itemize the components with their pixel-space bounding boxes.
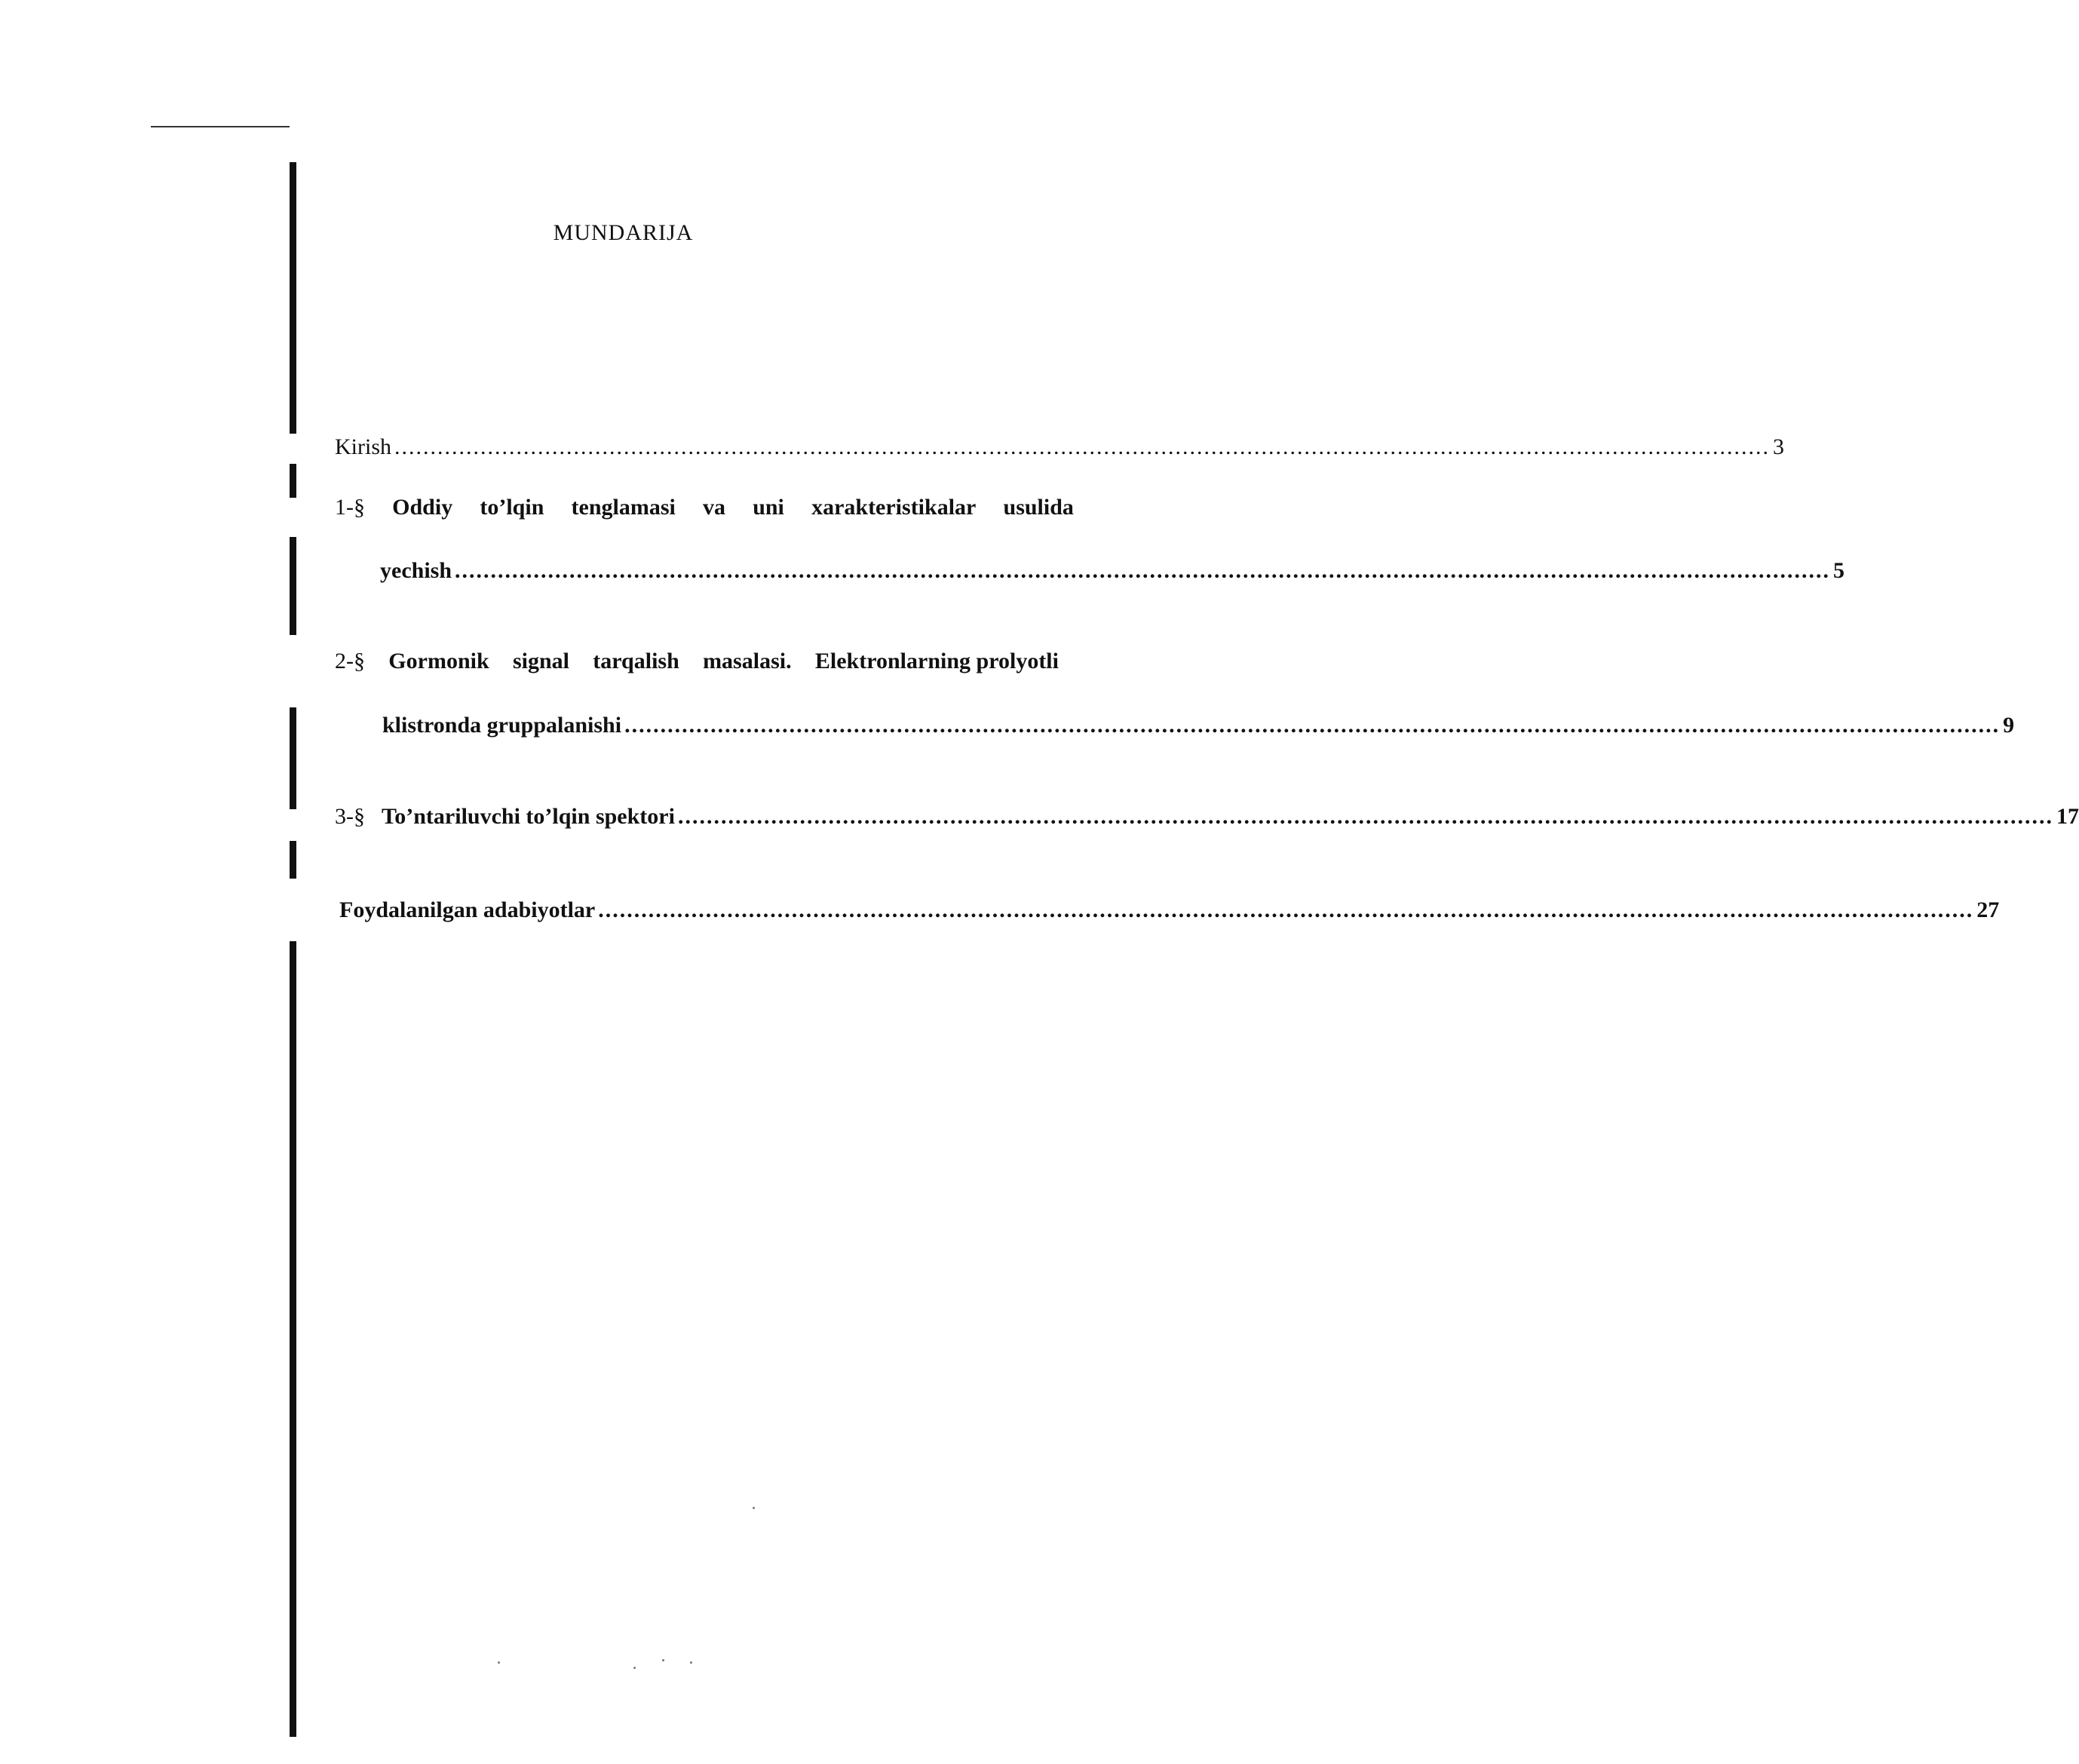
toc-word: tenglamasi <box>571 495 676 520</box>
toc-word: usulida <box>1003 495 1074 520</box>
binding-mark <box>290 537 296 635</box>
toc-leader: ................................................................................................................................................................................................ <box>624 713 2001 738</box>
toc-page: 3 <box>1773 434 1784 459</box>
speck <box>662 1659 664 1661</box>
page-title: MUNDARIJA <box>553 220 694 245</box>
toc-label: yechish <box>380 558 452 583</box>
toc-word: to’lqin <box>480 495 544 520</box>
binding-mark <box>290 464 296 498</box>
toc-label: klistronda gruppalanishi <box>382 713 622 738</box>
binding-mark <box>290 162 296 434</box>
toc-num: 1-§ <box>335 495 365 520</box>
toc-page: 5 <box>1833 558 1845 583</box>
toc-page: 27 <box>1976 897 2000 922</box>
toc-leader: ................................................................................................................................................................................................ <box>677 804 2053 829</box>
toc-word: masalasi. <box>703 649 792 673</box>
speck <box>633 1667 636 1669</box>
toc-word: uni <box>753 495 784 520</box>
toc-entry-s2-cont <box>382 713 2015 738</box>
toc-word: tarqalish <box>593 649 679 673</box>
toc-label: Foydalanilgan adabiyotlar <box>339 897 596 922</box>
toc-label: Kirish <box>335 434 391 459</box>
toc-word: Gormonik <box>388 649 489 673</box>
binding-mark <box>290 841 296 879</box>
speck <box>498 1661 500 1664</box>
toc-word: Oddiy <box>392 495 453 520</box>
toc-entry-s1-cont <box>380 558 1845 584</box>
toc-word: xarakteristikalar <box>811 495 977 520</box>
toc-entry-s2 <box>335 649 1059 674</box>
toc-label: To’ntariluvchi to’lqin spektori <box>382 804 675 829</box>
toc-num: 3-§ <box>335 804 365 829</box>
speck <box>753 1507 755 1509</box>
toc-leader: ................................................................................................................................................................................................ <box>598 897 1974 922</box>
binding-mark <box>290 941 296 1737</box>
toc-num: 2-§ <box>335 649 365 673</box>
toc-entry-kirish <box>335 434 1784 460</box>
toc-page: 9 <box>2003 713 2015 738</box>
toc-word: Elektronlarning prolyotli <box>814 649 1059 673</box>
toc-entry-s3 <box>335 804 2079 830</box>
binding-mark <box>290 707 296 809</box>
toc-entry-adabiyotlar <box>339 897 2000 923</box>
toc-word: signal <box>512 649 569 673</box>
toc-leader: ................................................................................................................................................................................................ <box>394 434 1770 459</box>
speck <box>690 1661 692 1664</box>
top-rule <box>151 126 290 127</box>
toc-leader: ................................................................................................................................................................................................ <box>455 558 1831 583</box>
toc-entry-s1 <box>335 495 1074 520</box>
toc-word: va <box>703 495 726 520</box>
toc-page: 17 <box>2056 804 2079 829</box>
